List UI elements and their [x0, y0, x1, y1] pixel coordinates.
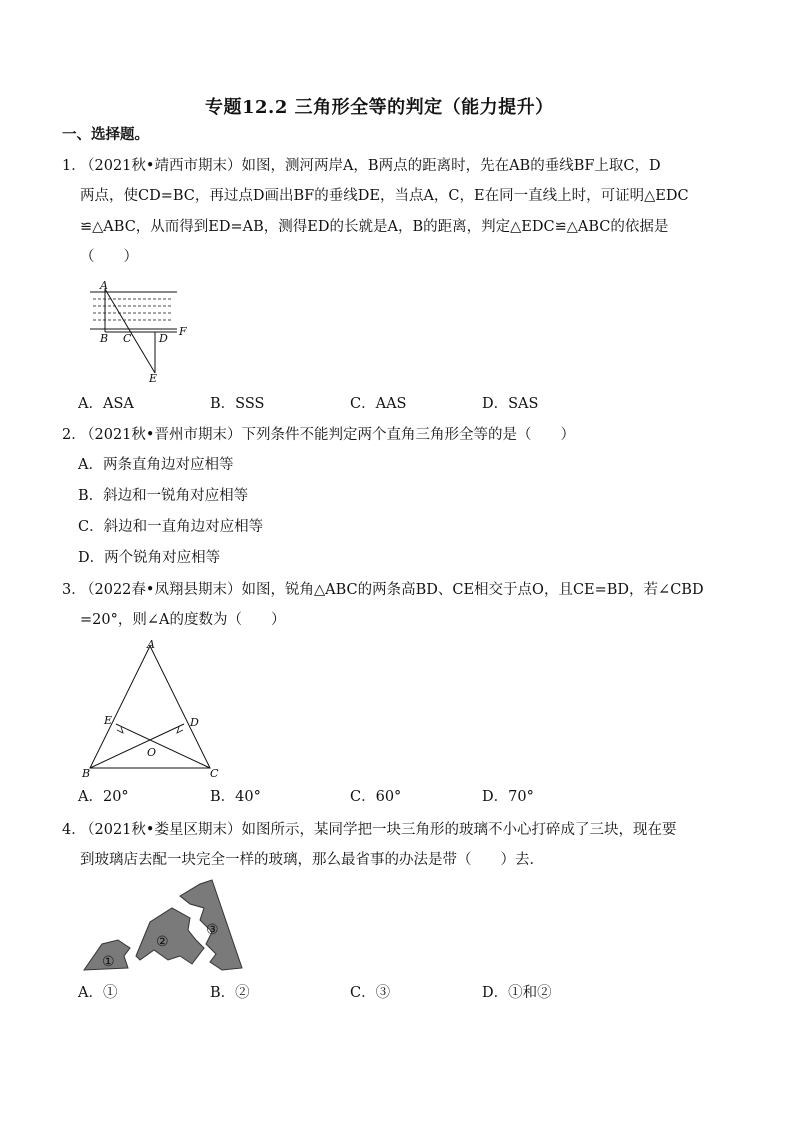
q3-text-line1: （2022春•凤翔县期末）如图，锐角△ABC的两条高BD、CE相交于点O，且CE=BD，若∠CBD [80, 582, 704, 598]
label-D: D [190, 716, 199, 729]
q4-option-d[interactable]: D．①和② [482, 985, 552, 1001]
q1-option-c[interactable]: C．AAS [350, 396, 407, 412]
q3-option-a[interactable]: A．20° [78, 789, 129, 805]
q2-option-c[interactable]: C．斜边和一直角边对应相等 [78, 519, 264, 535]
q1-option-d[interactable]: D．SAS [482, 396, 539, 412]
section-heading: 一、选择题。 [62, 126, 149, 143]
q3-number: 3． [62, 582, 86, 598]
label-F: F [179, 325, 187, 338]
label-piece-3: ③ [206, 922, 219, 938]
label-piece-1: ① [102, 954, 115, 970]
q4-text-line1: （2021秋•娄星区期末）如图所示，某同学把一块三角形的玻璃不小心打碎成了三块，现在要 [80, 822, 677, 838]
label-D: D [159, 332, 168, 345]
label-C: C [123, 332, 132, 345]
label-E: E [104, 714, 113, 727]
label-B: B [82, 767, 91, 780]
label-B: B [100, 332, 109, 345]
label-piece-2: ② [156, 934, 169, 950]
label-O: O [147, 746, 157, 759]
q2-option-b[interactable]: B．斜边和一锐角对应相等 [78, 488, 249, 504]
label-A: A [147, 638, 155, 651]
q2-text-line1: （2021秋•晋州市期末）下列条件不能判定两个直角三角形全等的是（ ） [80, 427, 575, 443]
q2-number: 2． [62, 427, 86, 443]
q4-text-line2: 到玻璃店去配一块完全一样的玻璃，那么最省事的办法是带（ ）去． [80, 852, 544, 868]
label-A: A [100, 279, 108, 292]
q4-option-c[interactable]: C．③ [350, 985, 391, 1001]
q1-river-figure [85, 280, 195, 385]
q3-option-c[interactable]: C．60° [350, 789, 402, 805]
q1-text-line2: 两点，使CD=BC，再过点D画出BF的垂线DE，当点A，C，E在同一直线上时，可证明△EDC [80, 188, 689, 204]
q1-number: 1． [62, 158, 86, 174]
q1-text-line1: （2021秋•靖西市期末）如图，测河两岸A，B两点的距离时，先在AB的垂线BF上取C，D [80, 158, 661, 174]
altitude-CE [116, 724, 210, 768]
q2-option-a[interactable]: A．两条直角边对应相等 [78, 457, 234, 473]
q1-text-line4: （ ） [80, 249, 138, 265]
page-title: 专题12.2 三角形全等的判定（能力提升） [205, 97, 554, 118]
q1-text-line3: ≌△ABC，从而得到ED=AB，测得ED的长就是A，B的距离，判定△EDC≌△ABC的依据是 [80, 219, 669, 235]
q3-triangle-figure [80, 638, 230, 783]
q4-option-b[interactable]: B．② [210, 985, 250, 1001]
glass-piece-2 [136, 908, 204, 964]
q4-glass-figure [80, 878, 280, 978]
q3-option-d[interactable]: D．70° [482, 789, 534, 805]
q1-option-a[interactable]: A．ASA [78, 396, 134, 412]
label-E: E [149, 372, 158, 385]
q1-option-b[interactable]: B．SSS [210, 396, 265, 412]
altitude-BD [90, 724, 184, 768]
q4-number: 4． [62, 822, 86, 838]
segment-AE [105, 289, 155, 373]
label-C: C [210, 767, 219, 780]
q3-text-line2: =20°，则∠A的度数为（ ） [80, 612, 286, 628]
q4-option-a[interactable]: A．① [78, 985, 118, 1001]
q2-option-d[interactable]: D．两个锐角对应相等 [78, 550, 221, 566]
q3-option-b[interactable]: B．40° [210, 789, 261, 805]
